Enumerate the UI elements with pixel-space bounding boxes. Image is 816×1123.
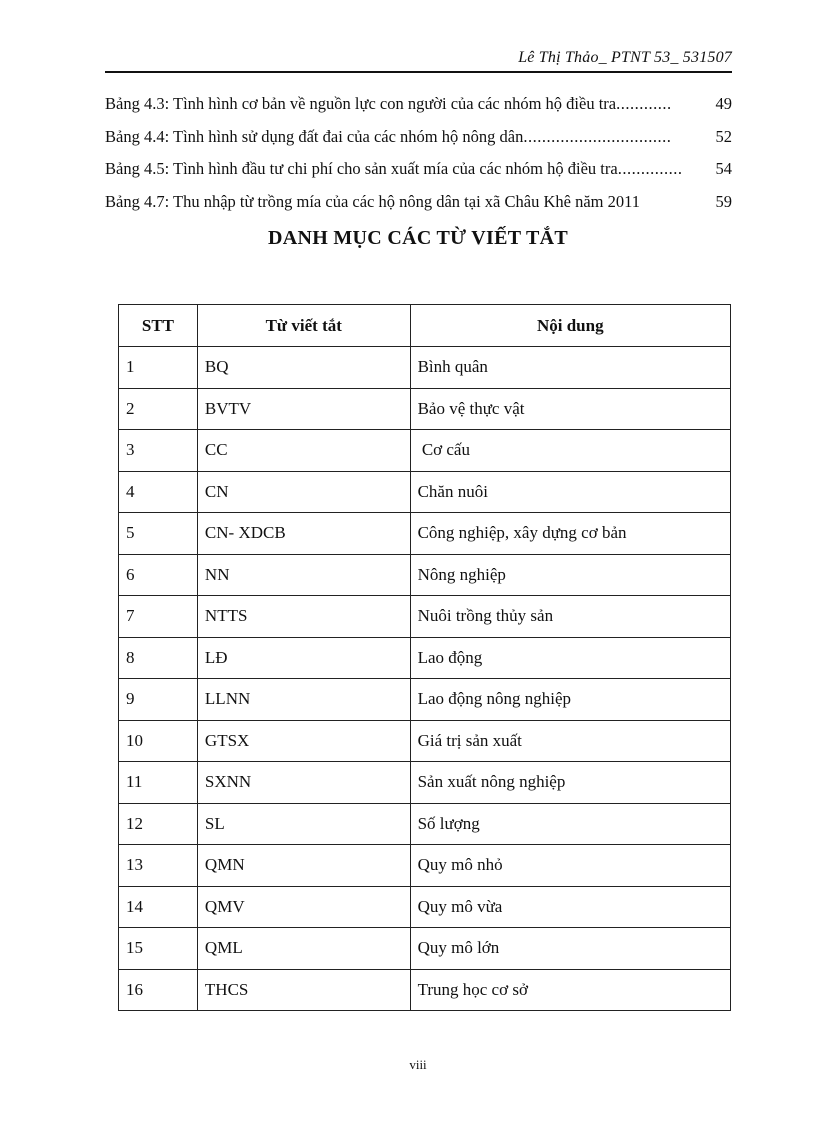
- cell-stt: 4: [119, 471, 198, 513]
- cell-stt: 3: [119, 430, 198, 472]
- abbreviation-table: [118, 304, 731, 1011]
- table-row: [119, 471, 731, 513]
- cell-abbreviation: GTSX: [197, 720, 410, 762]
- cell-content: Cơ cấu: [410, 430, 730, 472]
- cell-content: Lao động nông nghiệp: [410, 679, 730, 721]
- table-row: [119, 679, 731, 721]
- cell-abbreviation: LĐ: [197, 637, 410, 679]
- toc-entry: [105, 127, 732, 160]
- table-header-row: [119, 305, 731, 347]
- column-header-content: Nội dung: [410, 305, 730, 347]
- cell-stt: 15: [119, 928, 198, 970]
- column-header-abbreviation: Từ viết tắt: [197, 305, 410, 347]
- cell-content: Nông nghiệp: [410, 554, 730, 596]
- cell-content: Quy mô nhỏ: [410, 845, 730, 887]
- toc-entry-page: 49: [715, 94, 732, 113]
- cell-content: Quy mô vừa: [410, 886, 730, 928]
- cell-stt: 10: [119, 720, 198, 762]
- toc-entry-title: Bảng 4.5: Tình hình đầu tư chi phí cho sản xuất mía của các nhóm hộ điều tra: [105, 159, 618, 178]
- cell-content: Lao động: [410, 637, 730, 679]
- cell-abbreviation: CN: [197, 471, 410, 513]
- cell-stt: 6: [119, 554, 198, 596]
- table-row: [119, 928, 731, 970]
- cell-content: Quy mô lớn: [410, 928, 730, 970]
- toc-entry-title: Bảng 4.7: Thu nhập từ trồng mía của các hộ nông dân tại xã Châu Khê năm 2011: [105, 191, 640, 211]
- table-row: [119, 554, 731, 596]
- cell-content: Sản xuất nông nghiệp: [410, 762, 730, 804]
- cell-content: Trung học cơ sở: [410, 969, 730, 1011]
- table-row: [119, 513, 731, 555]
- toc-entry-leader: ................................: [523, 126, 672, 146]
- cell-content: Chăn nuôi: [410, 471, 730, 513]
- column-header-stt: STT: [119, 305, 198, 347]
- cell-stt: 8: [119, 637, 198, 679]
- cell-stt: 5: [119, 513, 198, 555]
- cell-abbreviation: NN: [197, 554, 410, 596]
- cell-content: Giá trị sản xuất: [410, 720, 730, 762]
- cell-abbreviation: SL: [197, 803, 410, 845]
- cell-stt: 13: [119, 845, 198, 887]
- table-row: [119, 637, 731, 679]
- table-row: [119, 762, 731, 804]
- toc-entry: [105, 192, 732, 225]
- cell-abbreviation: SXNN: [197, 762, 410, 804]
- toc-entry: [105, 159, 732, 192]
- toc-entry-title: Bảng 4.4: Tình hình sử dụng đất đai của các nhóm hộ nông dân: [105, 126, 524, 146]
- cell-stt: 16: [119, 969, 198, 1011]
- cell-abbreviation: QML: [197, 928, 410, 970]
- table-row: [119, 596, 731, 638]
- cell-stt: 2: [119, 388, 198, 430]
- table-of-tables: [105, 94, 732, 224]
- cell-abbreviation: LLNN: [197, 679, 410, 721]
- cell-abbreviation: BQ: [197, 347, 410, 389]
- table-row: [119, 720, 731, 762]
- page-number: viii: [409, 1057, 427, 1072]
- toc-entry: [105, 94, 732, 127]
- cell-abbreviation: CC: [197, 430, 410, 472]
- cell-content: Số lượng: [410, 803, 730, 845]
- toc-entry-title: Bảng 4.3: Tình hình cơ bản về nguồn lực con người của các nhóm hộ điều tra: [105, 94, 617, 113]
- cell-abbreviation: CN- XDCB: [197, 513, 410, 555]
- section-title: DANH MỤC CÁC TỪ VIẾT TẮT: [267, 227, 569, 249]
- cell-stt: 7: [119, 596, 198, 638]
- table-row: [119, 803, 731, 845]
- toc-entry-page: 54: [715, 159, 732, 178]
- cell-stt: 1: [119, 347, 198, 389]
- cell-stt: 9: [119, 679, 198, 721]
- cell-stt: 14: [119, 886, 198, 928]
- table-row: [119, 388, 731, 430]
- table-row: [119, 430, 731, 472]
- header-rule: [105, 71, 732, 73]
- cell-abbreviation: QMV: [197, 886, 410, 928]
- cell-content: Công nghiệp, xây dựng cơ bản: [410, 513, 730, 555]
- running-header: Lê Thị Thảo_ PTNT 53_ 531507: [518, 49, 732, 66]
- toc-entry-leader: ..............: [617, 159, 683, 178]
- cell-content: Bảo vệ thực vật: [410, 388, 730, 430]
- table-row: [119, 347, 731, 389]
- cell-content: Bình quân: [410, 347, 730, 389]
- toc-entry-page: 59: [715, 191, 732, 211]
- toc-entry-page: 52: [715, 126, 732, 146]
- toc-entry-leader: ............: [616, 94, 672, 113]
- cell-stt: 11: [119, 762, 198, 804]
- table-row: [119, 969, 731, 1011]
- table-row: [119, 845, 731, 887]
- cell-stt: 12: [119, 803, 198, 845]
- cell-abbreviation: THCS: [197, 969, 410, 1011]
- cell-abbreviation: NTTS: [197, 596, 410, 638]
- cell-abbreviation: QMN: [197, 845, 410, 887]
- cell-abbreviation: BVTV: [197, 388, 410, 430]
- cell-content: Nuôi trồng thủy sản: [410, 596, 730, 638]
- table-row: [119, 886, 731, 928]
